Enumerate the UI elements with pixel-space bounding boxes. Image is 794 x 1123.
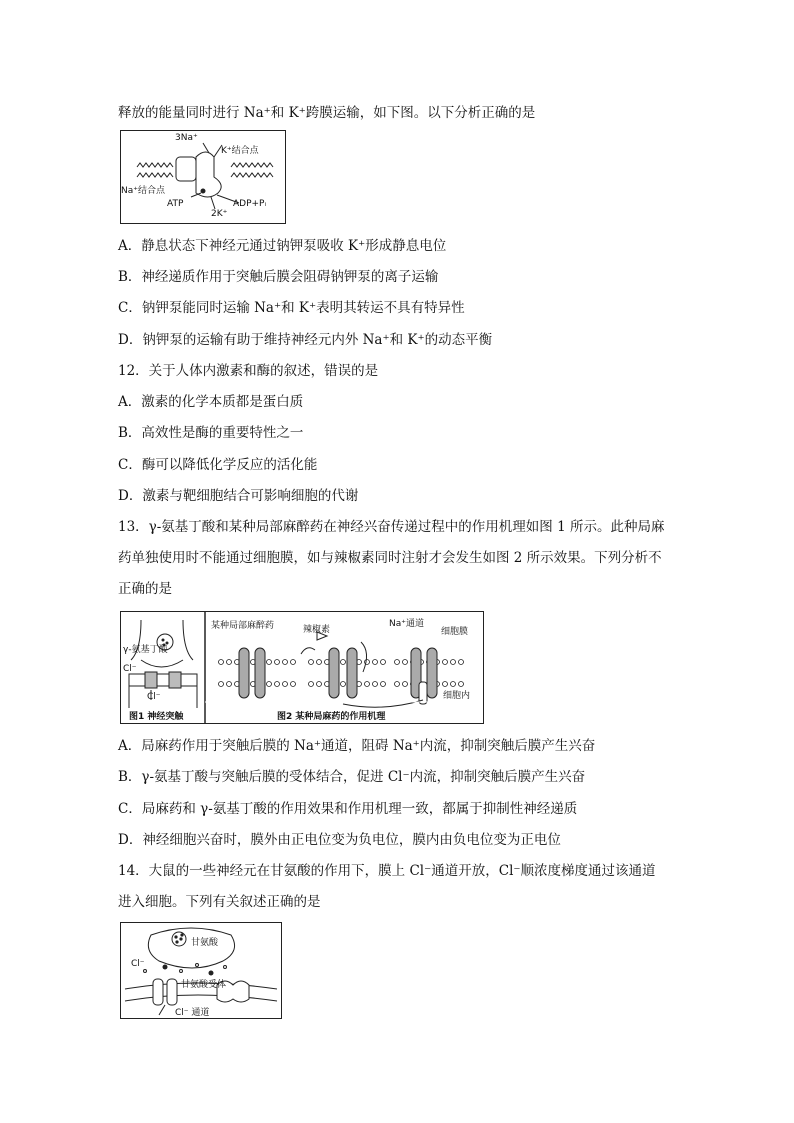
- anesthetic-mechanism-figure: [120, 611, 484, 724]
- q13-stem-line-2: 药单独使用时不能通过细胞膜，如与辣椒素同时注射才会发生如图 2 所示效果。下列分析不: [118, 550, 662, 566]
- q14-stem-line-2: 进入细胞。下列有关叙述正确的是: [118, 894, 321, 910]
- fig2-label-inside: 细胞内: [443, 691, 471, 701]
- q13-stem-line-1: 13．γ-氨基丁酸和某种局部麻醉药在神经兴奋传递过程中的作用机理如图 1 所示。此种局麻: [118, 519, 665, 535]
- q11-option-d: D．钠钾泵的运输有助于维持神经元内外 Na⁺和 K⁺的动态平衡: [118, 332, 493, 348]
- q11-option-a: A．静息状态下神经元通过钠钾泵吸收 K⁺形成静息电位: [118, 238, 447, 254]
- fig2-label-anesthetic: 某种局部麻醉药: [211, 621, 275, 631]
- q11-stem: 释放的能量同时进行 Na⁺和 K⁺跨膜运输，如下图。以下分析正确的是: [118, 105, 536, 121]
- q11-option-c: C．钠钾泵能同时运输 Na⁺和 K⁺表明其转运不具有特异性: [118, 300, 465, 316]
- label-3na: 3Na⁺: [175, 133, 198, 143]
- label-adp-pi: ADP+Pᵢ: [233, 199, 267, 209]
- label-na-binding-site: Na⁺结合点: [121, 186, 165, 196]
- label-2k: 2K⁺: [211, 209, 228, 219]
- q13-option-a: A．局麻药作用于突触后膜的 Na⁺通道，阻碍 Na⁺内流，抑制突触后膜产生兴奋: [118, 738, 596, 754]
- fig1-label-gaba: γ-氨基丁酸: [123, 645, 168, 655]
- label-k-binding-site: K⁺结合点: [221, 146, 259, 156]
- q13-option-d: D．神经细胞兴奋时，膜外由正电位变为负电位，膜内由负电位变为正电位: [118, 832, 561, 848]
- q13-stem-line-3: 正确的是: [118, 581, 172, 597]
- q12-option-c: C．酶可以降低化学反应的活化能: [118, 457, 318, 473]
- label-cl: Cl⁻: [131, 959, 145, 969]
- fig1-caption: 图1 神经突触: [129, 712, 184, 722]
- fig1-label-cl-top: Cl⁻: [123, 664, 137, 674]
- q14-stem-line-1: 14．大鼠的一些神经元在甘氨酸的作用下，膜上 Cl⁻通道开放，Cl⁻顺浓度梯度通过该通道: [118, 863, 656, 879]
- q13-option-b: B．γ-氨基丁酸与突触后膜的受体结合，促进 Cl⁻内流，抑制突触后膜产生兴奋: [118, 769, 586, 785]
- q12-option-d: D．激素与靶细胞结合可影响细胞的代谢: [118, 488, 359, 504]
- q11-option-b: B．神经递质作用于突触后膜会阻碍钠钾泵的离子运输: [118, 269, 439, 285]
- fig2-label-na-channel: Na⁺通道: [389, 619, 424, 629]
- label-atp: ATP: [167, 199, 184, 209]
- q13-option-c: C．局麻药和 γ-氨基丁酸的作用效果和作用机理一致，都属于抑制性神经递质: [118, 801, 578, 817]
- q12-stem: 12．关于人体内激素和酶的叙述，错误的是: [118, 363, 379, 379]
- sodium-potassium-pump-figure: [120, 130, 286, 224]
- label-glycine-receptor: 甘氨酸受体: [181, 980, 227, 990]
- fig2-label-membrane: 细胞膜: [441, 627, 469, 637]
- fig1-label-cl-bottom: Cl⁻: [147, 692, 161, 702]
- fig2-caption: 图2 某种局麻药的作用机理: [277, 712, 386, 722]
- fig2-label-capsaicin: 辣椒素: [303, 625, 331, 635]
- label-cl-channel: Cl⁻ 通道: [175, 1008, 210, 1018]
- q12-option-b: B．高效性是酶的重要特性之一: [118, 425, 304, 441]
- q12-option-a: A．激素的化学本质都是蛋白质: [118, 394, 304, 410]
- glycine-receptor-figure: [120, 922, 282, 1019]
- label-glycine: 甘氨酸: [191, 938, 219, 948]
